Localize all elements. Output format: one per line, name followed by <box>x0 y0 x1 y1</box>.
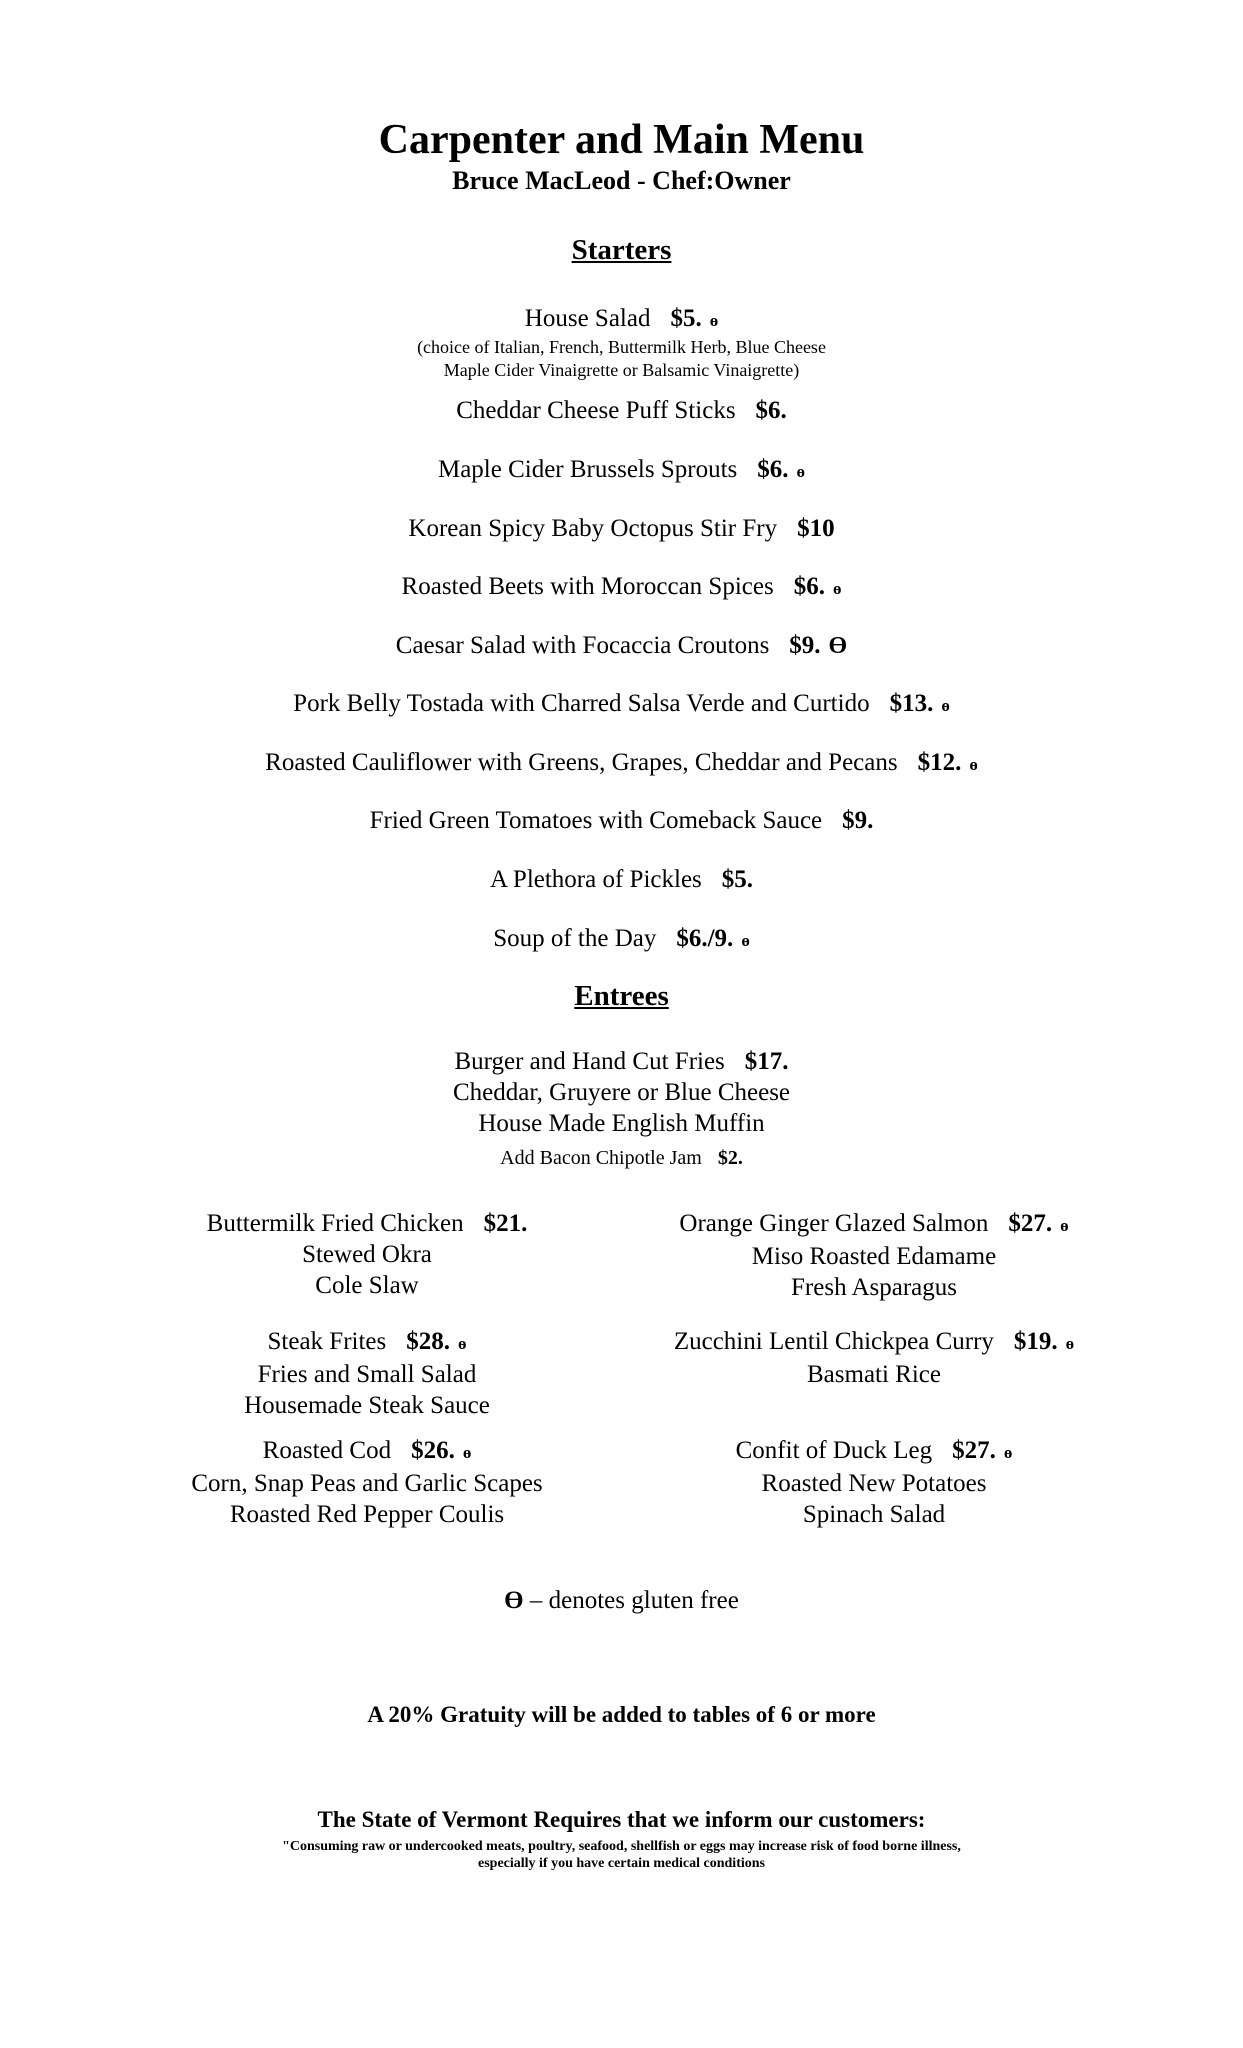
item-price: $9. <box>789 632 821 659</box>
item-price: $27. <box>952 1437 996 1464</box>
entree-side: Basmati Rice <box>807 1361 941 1388</box>
item-price: $21. <box>483 1210 528 1237</box>
starter-house-salad <box>0 303 1243 337</box>
item-price: $13. <box>889 690 934 717</box>
entree-side: Stewed Okra <box>302 1241 432 1268</box>
item-price: $5. <box>721 866 754 893</box>
gluten-free-icon: ɵ <box>458 1334 467 1353</box>
item-name: Fried Green Tomatoes with Comeback Sauce <box>369 807 823 834</box>
entree-side: Roasted New Potatoes <box>761 1470 987 1497</box>
entree-side: Roasted Red Pepper Coulis <box>229 1501 505 1528</box>
gluten-free-icon: ɵ <box>941 696 950 715</box>
entrees-heading: Entrees <box>574 980 669 1012</box>
item-name: Confit of Duck Leg <box>735 1437 933 1464</box>
house-salad-note-2: Maple Cider Vinaigrette or Balsamic Vinaigrette) <box>443 360 800 380</box>
item-name: Roasted Cauliflower with Greens, Grapes, Cheddar and Pecans <box>265 749 898 776</box>
gluten-free-icon: Ө <box>504 1587 524 1614</box>
entree-side: Housemade Steak Sauce <box>244 1392 490 1419</box>
entree-title <box>574 1435 1174 1468</box>
item-price: $12. <box>917 749 962 776</box>
gluten-free-icon: ɵ <box>969 755 978 774</box>
item-price: $17. <box>744 1048 789 1075</box>
item-price: $19. <box>1013 1328 1058 1355</box>
item-name: Buttermilk Fried Chicken <box>206 1210 464 1237</box>
entree-side: Fries and Small Salad <box>257 1361 477 1388</box>
burger-addon <box>0 1145 1243 1171</box>
item-name: A Plethora of Pickles <box>489 866 702 893</box>
entree-side: Cole Slaw <box>315 1272 419 1299</box>
menu-title: Carpenter and Main Menu <box>378 117 865 163</box>
starter-item <box>0 571 1243 605</box>
state-notice-heading: The State of Vermont Requires that we inform our customers: <box>317 1807 926 1832</box>
item-name: Soup of the Day <box>493 925 657 952</box>
gluten-free-legend <box>0 1585 1243 1617</box>
menu-subtitle: Bruce MacLeod - Chef:Owner <box>452 166 791 195</box>
house-salad-note-1: (choice of Italian, French, Buttermilk Herb, Blue Cheese <box>417 337 826 357</box>
starter-item <box>0 805 1243 837</box>
starter-item <box>0 747 1243 781</box>
starter-item <box>0 630 1243 662</box>
gluten-free-icon: ɵ <box>741 931 750 950</box>
gluten-free-icon: ɵ <box>1003 1443 1013 1462</box>
item-price: $9. <box>842 807 874 834</box>
item-price: $6. <box>755 397 787 424</box>
item-price: $27. <box>1008 1210 1053 1237</box>
item-name: Korean Spicy Baby Octopus Stir Fry <box>408 515 778 542</box>
starter-item <box>0 513 1243 545</box>
burger-detail-1: Cheddar, Gruyere or Blue Cheese <box>452 1079 791 1106</box>
item-price: $6. <box>793 573 825 600</box>
state-notice-line-2: especially if you have certain medical conditions <box>478 1856 765 1871</box>
entree-side: Corn, Snap Peas and Garlic Scapes <box>191 1470 543 1497</box>
state-notice-text <box>0 1838 1243 1872</box>
starter-item <box>0 454 1243 488</box>
item-name: Burger and Hand Cut Fries <box>454 1048 725 1075</box>
gluten-free-icon: ɵ <box>1060 1216 1069 1235</box>
item-name: Orange Ginger Glazed Salmon <box>679 1210 989 1237</box>
starter-item <box>0 688 1243 722</box>
item-name: Steak Frites <box>267 1328 387 1355</box>
gluten-free-icon: Ө <box>828 633 848 659</box>
entree-block <box>574 1435 1174 1530</box>
gluten-free-icon: ɵ <box>1065 1334 1075 1353</box>
addon-name: Add Bacon Chipotle Jam <box>500 1147 702 1169</box>
item-price: $10 <box>797 515 835 542</box>
starter-item <box>0 923 1243 957</box>
item-price: $6. <box>757 456 789 483</box>
entree-burger <box>0 1046 1243 1078</box>
entree-block <box>574 1326 1174 1390</box>
item-name: Zucchini Lentil Chickpea Curry <box>673 1328 994 1355</box>
item-name: House Salad <box>524 305 651 332</box>
entree-block <box>574 1208 1174 1303</box>
item-price: $28. <box>406 1328 450 1355</box>
entree-side: Fresh Asparagus <box>791 1274 957 1301</box>
item-name: Cheddar Cheese Puff Sticks <box>456 397 736 424</box>
starter-item <box>0 864 1243 896</box>
gluten-free-icon: ɵ <box>796 462 806 481</box>
gratuity-notice: A 20% Gratuity will be added to tables of 6 or more <box>367 1702 876 1727</box>
starters-heading: Starters <box>571 234 672 266</box>
item-name: Caesar Salad with Focaccia Croutons <box>395 632 770 659</box>
burger-detail-2: House Made English Muffin <box>478 1110 765 1137</box>
entree-title <box>574 1326 1174 1359</box>
gluten-free-icon: ɵ <box>462 1443 472 1462</box>
gluten-free-icon: ɵ <box>832 579 842 598</box>
addon-price: $2. <box>717 1147 743 1169</box>
item-price: $5. <box>670 305 702 332</box>
item-name: Roasted Beets with Moroccan Spices <box>401 573 774 600</box>
starter-item <box>0 395 1243 427</box>
gluten-free-icon: ɵ <box>709 311 719 330</box>
item-name: Pork Belly Tostada with Charred Salsa Verde and Curtido <box>293 690 870 717</box>
item-price: $26. <box>411 1437 455 1464</box>
entree-side: Spinach Salad <box>802 1501 946 1528</box>
item-name: Maple Cider Brussels Sprouts <box>437 456 738 483</box>
entree-side: Miso Roasted Edamame <box>751 1243 997 1270</box>
item-price: $6./9. <box>676 925 734 952</box>
item-name: Roasted Cod <box>262 1437 392 1464</box>
legend-text: – denotes gluten free <box>529 1587 739 1614</box>
state-notice-line-1: "Consuming raw or undercooked meats, poultry, seafood, shellfish or eggs may increase risk of food borne illness, <box>282 1839 961 1854</box>
entree-title <box>574 1208 1174 1241</box>
